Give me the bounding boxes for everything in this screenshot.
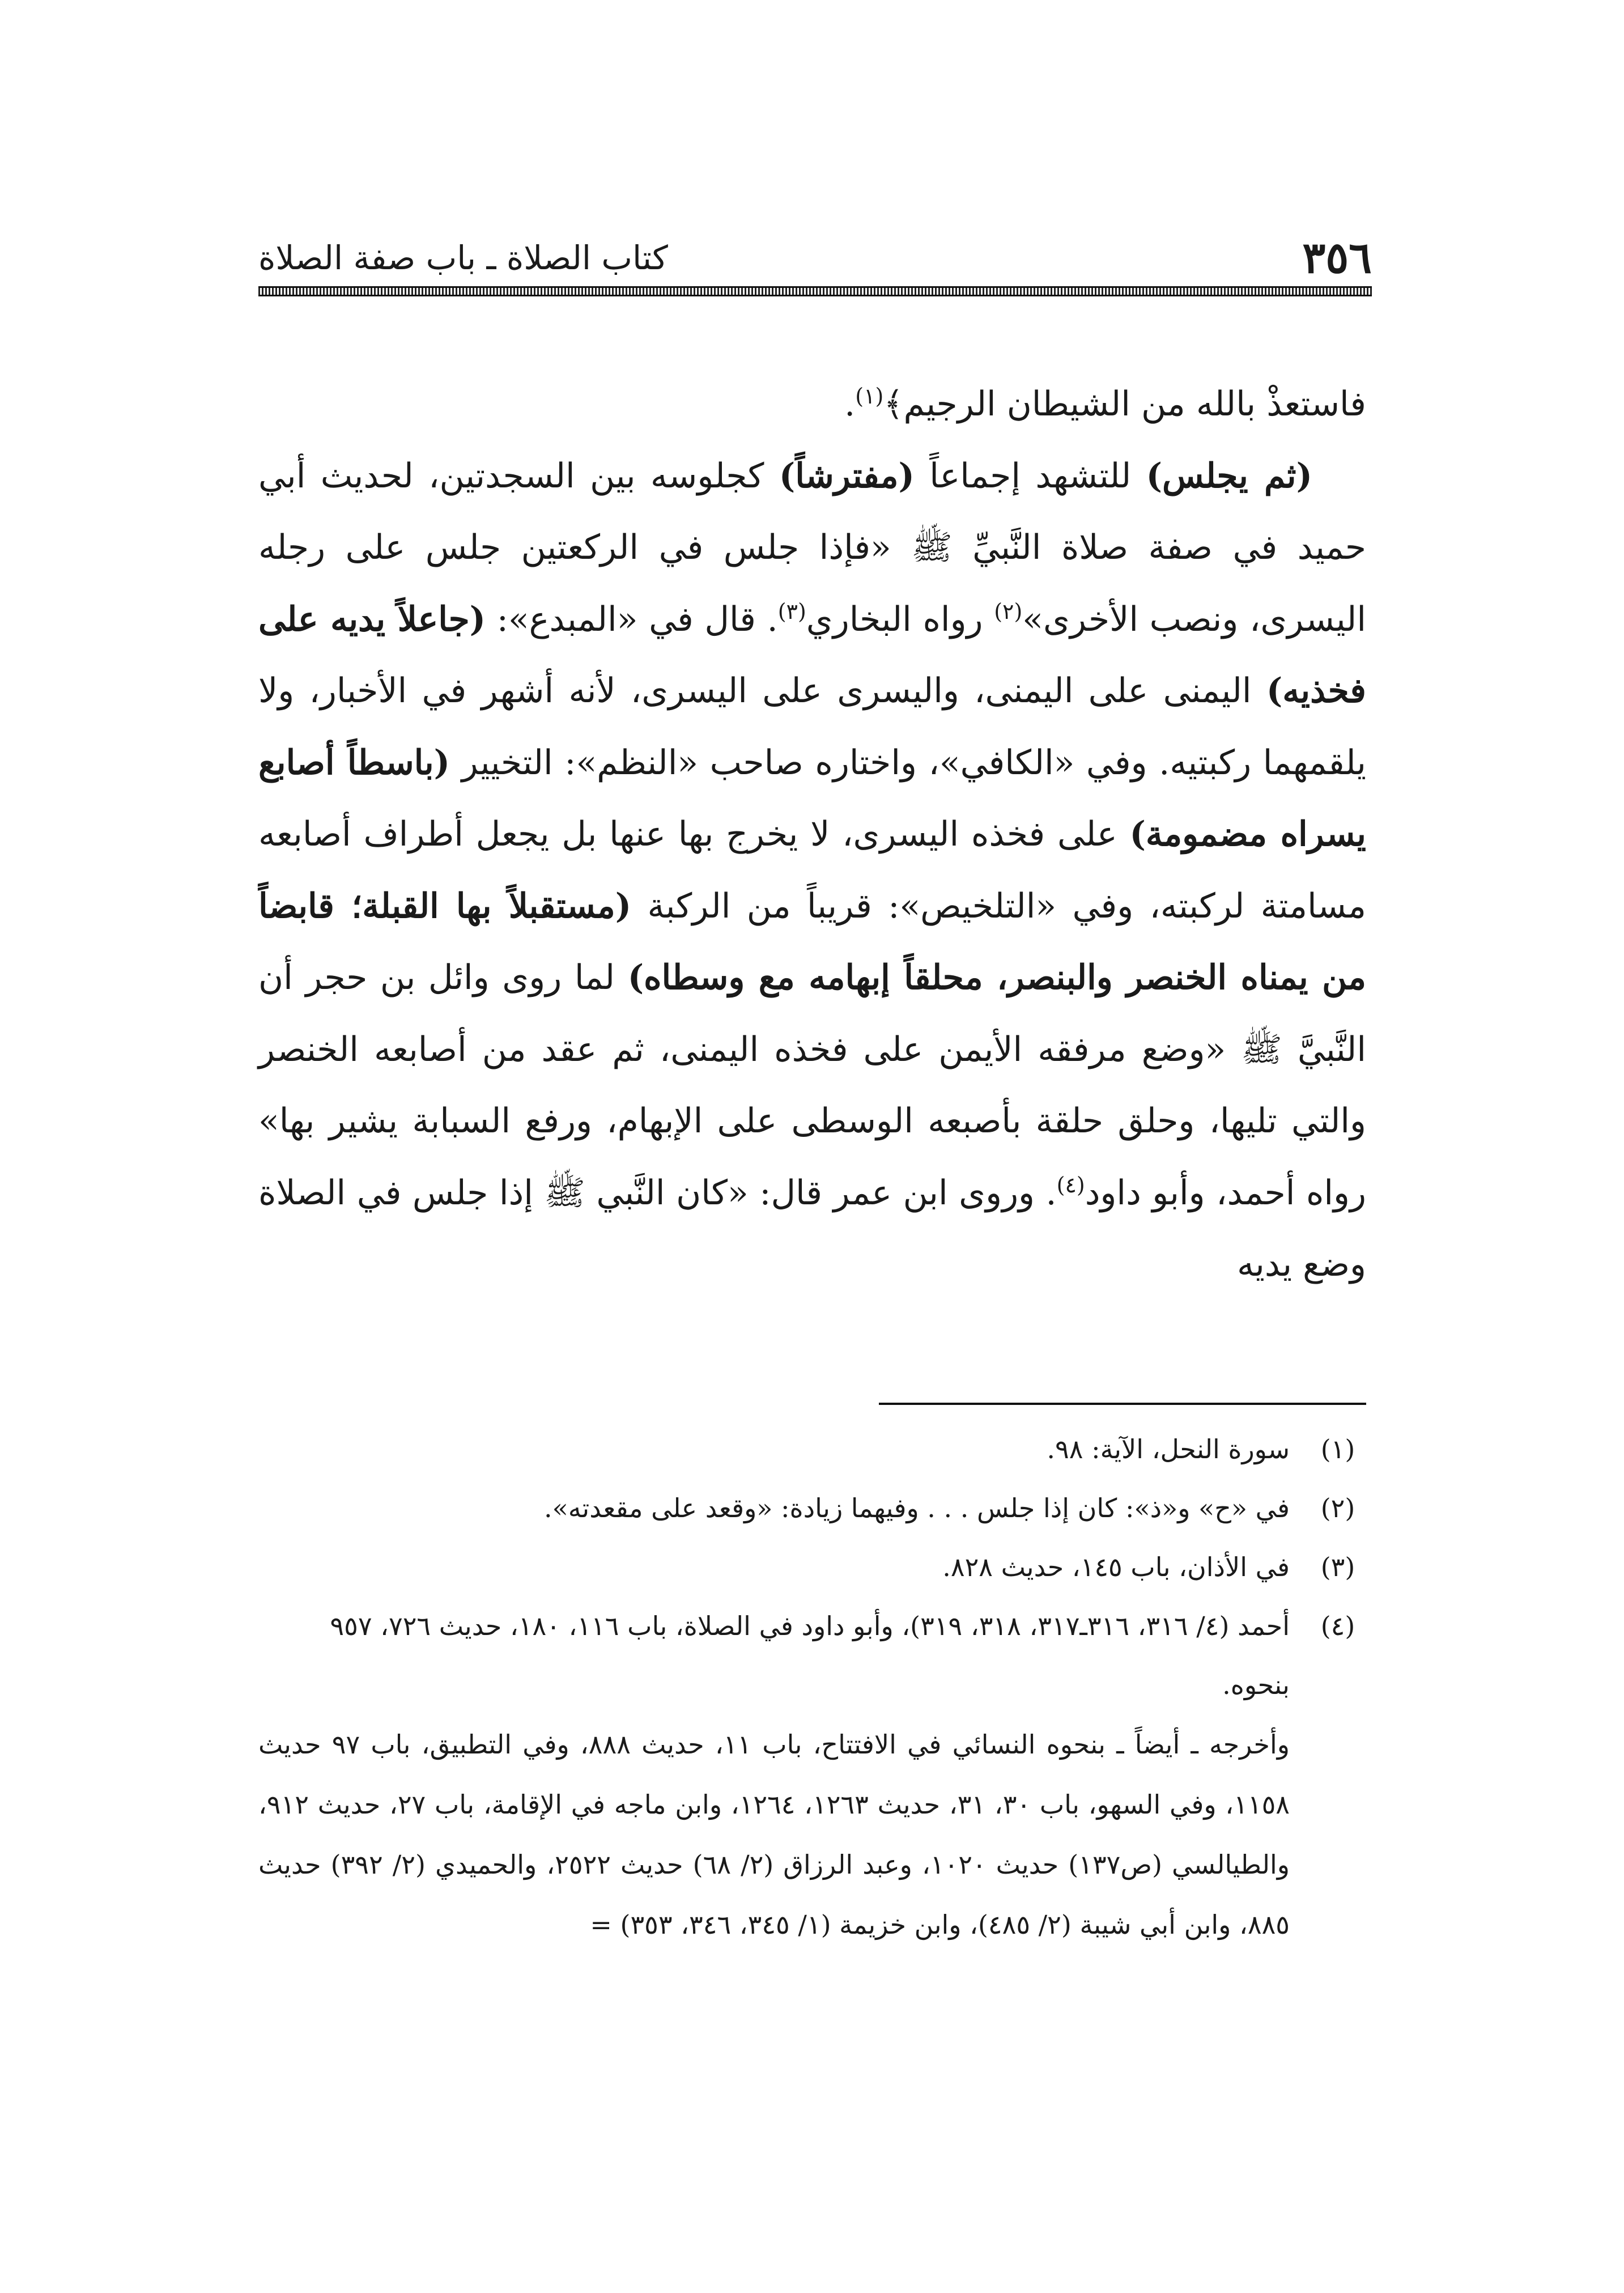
footnote-text: سورة النحل، الآية: ٩٨. — [1047, 1434, 1290, 1464]
paragraph-tashahhud: (ثم يجلس) للتشهد إجماعاً (مفترشاً) كجلوسه بين السجدتين، لحديث أبي حميد في صفة صلاة النَّبيِّ ﷺ «فإذا جلس في الركعتين جلس على رجله اليسرى، ونصب الأخرى»$^{(٢)}$ رواه البخاري$^{(٣)}$. قال في «المبدع»: (جاعلاً يديه على فخذيه) اليمنى على اليمنى، واليسرى على اليسرى، لأنه أشهر في الأخبار، ولا يلقمهما ركبتيه. وفي «الكافي»، واختاره صاحب «النظم»: التخيير (باسطاً أصابع يسراه مضمومة) على فخذه اليسرى، لا يخرج بها عنها بل يجعل أطراف أصابعه مسامتة لركبته، وفي «التلخيص»: قريباً من الركبة (مستقبلاً بها القبلة؛ قابضاً من يمناه الخنصر والبنصر، محلقاً إبهامه مع وسطاه) لما روى وائل بن حجر أن النَّبيَّ ﷺ «وضع مرفقه الأيمن على فخذه اليمنى، ثم عقد من أصابعه الخنصر والتي تليها، وحلق حلقة بأصبعه الوسطى على الإبهام، ورفع السبابة يشير بها» رواه أحمد، وأبو داود$^{(٤)}$. وروى ابن عمر قال: «كان النَّبي ﷺ إذا جلس في الصلاة وضع يديه — [258, 456, 1367, 1284]
matn-phrase: (مفترشاً) — [779, 456, 915, 496]
footnote — [258, 1538, 1366, 1596]
footnote-number: (١) — [1320, 1434, 1355, 1464]
footnote-ref-3: (٣) — [777, 598, 806, 624]
footnote-text: في الأذان، باب ١٤٥، حديث ٨٢٨. — [942, 1552, 1290, 1582]
footnote — [258, 1596, 1366, 1714]
footnote — [258, 1479, 1366, 1538]
footnote-continuation: وأخرجه ـ أيضاً ـ بنحوه النسائي في الافتتاح، باب ١١، حديث ٨٨٨، وفي التطبيق، باب ٩٧ حديث ١١٥٨، وفي السهو، باب ٣٠، ٣١، حديث ١٢٦٣، ١٢٦٤، وابن ماجه في الإقامة، باب ٢٧، حديث ٩١٢، والطيالسي (ص١٣٧) حديث ١٠٢٠، وعبد الرزاق (٢/ ٦٨) حديث ٢٥٢٢، والحميدي (٢/ ٣٩٢) حديث ٨٨٥، وابن أبي شيبة (٢/ ٤٨٥)، وابن خزيمة (١/ ٣٤٥، ٣٤٦، ٣٥٣) = — [258, 1729, 1290, 1940]
footnote-text: في «ح» و«ذ»: كان إذا جلس . . . وفيهما زيادة: «وقعد على مقعدته». — [544, 1493, 1290, 1523]
footnote-separator — [879, 1403, 1366, 1405]
page-number: ٣٥٦ — [1302, 232, 1372, 283]
main-text — [258, 368, 1366, 1301]
running-title: كتاب الصلاة ـ باب صفة الصلاة — [258, 239, 668, 277]
matn-phrase: (مستقبلاً بها القبلة؛ قابضاً من يمناه الخنصر والبنصر، محلقاً إبهامه مع وسطاه) — [258, 886, 1366, 997]
footnotes — [258, 1420, 1366, 1955]
footnote-number: (٣) — [1320, 1552, 1355, 1582]
paragraph-quran-ending: فاستعذْ بالله من الشيطان الرجيم﴾$^{(١)}$. — [844, 384, 1366, 424]
footnote — [258, 1420, 1366, 1479]
footnote-number: (٤) — [1320, 1611, 1355, 1641]
matn-phrase: (ثم يجلس) — [1146, 456, 1312, 496]
footnote-ref-2: (٢) — [994, 598, 1023, 624]
matn-phrase: (باسطاً أصابع يسراه مضمومة) — [258, 742, 1366, 854]
footnote-text: أحمد (٤/ ٣١٦، ٣١٦ـ٣١٧، ٣١٨، ٣١٩)، وأبو داود في الصلاة، باب ١١٦، ١٨٠، حديث ٧٢٦، ٩٥٧ بنحوه. — [330, 1611, 1290, 1700]
matn-phrase: (جاعلاً يديه على فخذيه) — [258, 599, 1366, 711]
footnote-ref-1: (١) — [855, 384, 884, 409]
running-header — [258, 232, 1372, 283]
footnote-number: (٢) — [1320, 1493, 1355, 1523]
footnote-ref-4: (٤) — [1056, 1172, 1085, 1198]
header-rule — [258, 286, 1372, 296]
